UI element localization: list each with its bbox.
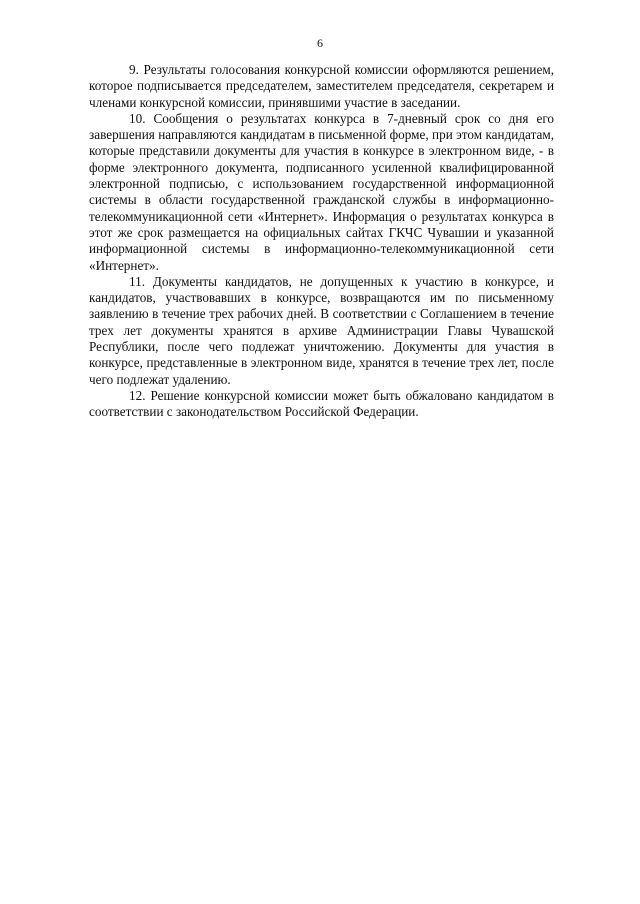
paragraph-10: 10. Сообщения о результатах конкурса в 7-дневный срок со дня его завершения направляются кандидатам в письменной форме, при этом кандидатам, которые представили документы для участия в конкурсе в электронном виде, - в форме электронного документа, подписанного усиленной квалифицированной электронной подписью, с использованием государственной информационной системы в области государственной гражданской службы в информационно-телекоммуникационной сети «Интернет». Информация о результатах конкурса в этот же срок размещается на официальных сайтах ГКЧС Чувашии и указанной информационной системы в информационно-телекоммуникационной сети «Интернет». [89,110,554,273]
paragraph-12: 12. Решение конкурсной комиссии может быть обжаловано кандидатом в соответствии с законодательством Российской Федерации. [89,387,554,420]
document-body [89,62,554,421]
paragraph-9: 9. Результаты голосования конкурсной комиссии оформляются решением, которое подписывается председателем, заместителем председателя, секретарем и членами конкурсной комиссии, принявшими участие в заседании. [89,62,554,110]
paragraph-11: 11. Документы кандидатов, не допущенных к участию в конкурсе, и кандидатов, участвовавших в конкурсе, возвращаются им по письменному заявлению в течение трех рабочих дней. В соответствии с Соглашением в течение трех лет документы хранятся в архиве Администрации Главы Чувашской Республики, после чего подлежат уничтожению. Документы для участия в конкурсе, представленные в электронном виде, хранятся в течение трех лет, после чего подлежат удалению. [89,273,554,387]
page-number: 6 [317,36,323,50]
